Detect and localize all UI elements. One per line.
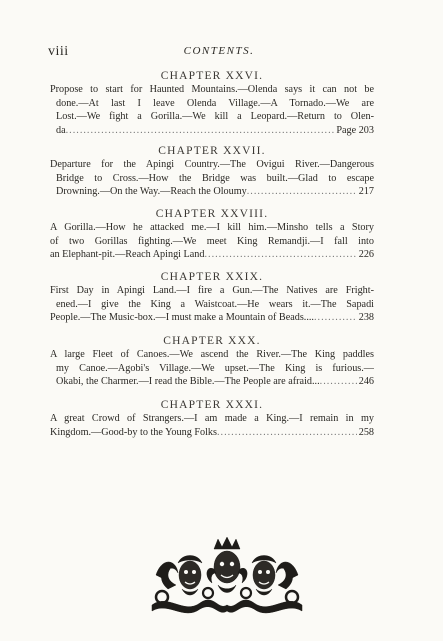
- synopsis-line: my Canoe.—Agobi's Village.—We upset.—The King is furious.—: [56, 362, 374, 374]
- page-folio: viii: [48, 44, 69, 59]
- dot-leader: [247, 185, 357, 199]
- synopsis-last-line: [50, 185, 374, 199]
- synopsis-line: A large Fleet of Canoes.—We ascend the River.—The King paddles: [50, 349, 374, 360]
- synopsis-line-text: People.—The Music-box.—I must make a Mountain of Beads....: [50, 312, 314, 323]
- synopsis-line-text: Drowning.—On the Way.—Reach the Oloumy: [56, 186, 247, 197]
- synopsis-line: of two Gorillas fighting.—We meet King Remandji.—I fall into: [50, 235, 374, 247]
- synopsis-line: ened.—I give the King a Waistcoat.—He wears it.—The Sapadi: [56, 298, 374, 310]
- page-number: 246: [358, 376, 374, 387]
- synopsis-line-text: Kingdom.—Good-by to the Young Folks: [50, 426, 217, 438]
- chapter-title: CHAPTER XXIX.: [160, 271, 264, 283]
- synopsis-last-line: [50, 124, 374, 138]
- synopsis-line: Bridge to Cross.—How the Bridge was built.—Glad to escape: [56, 172, 374, 184]
- synopsis-line: Lost.—We fight a Gorilla.—We kill a Leopard.—Return to Olen-: [56, 111, 374, 122]
- page-number: 238: [358, 312, 374, 323]
- synopsis-line: First Day in Apingi Land.—I fire a Gun.—The Natives are Fright-: [50, 285, 374, 296]
- chapter-title: CHAPTER XXVIII.: [155, 208, 269, 220]
- dot-leader: [217, 426, 357, 440]
- foliate-masks-ornament-icon: [148, 535, 306, 617]
- dot-leader: [204, 248, 356, 262]
- chapter-entry: [50, 69, 374, 137]
- chapter-entry: [50, 334, 374, 389]
- chapter-entry: [50, 270, 374, 325]
- synopsis-line: Propose to start for Haunted Mountains.—Olenda says it can not be: [50, 84, 374, 95]
- synopsis-last-line: [50, 248, 374, 262]
- synopsis-last-line: [50, 311, 374, 325]
- chapter-entry: [50, 144, 374, 199]
- synopsis-line: Departure for the Apingi Country.—The Ovigui River.—Dangerous: [50, 159, 374, 170]
- synopsis-last-line: [50, 426, 374, 440]
- page-number: 217: [358, 186, 374, 197]
- synopsis-line-text: an Elephant-pit.—Reach Apingi Land: [50, 249, 205, 260]
- dot-leader: [314, 311, 357, 325]
- chapter-entry: [50, 207, 374, 262]
- page-number: Page 203: [336, 124, 374, 136]
- synopsis-line: done.—At last I leave Olenda Village.—A Tornado.—We are: [56, 97, 374, 109]
- synopsis-last-line: [50, 375, 374, 389]
- synopsis-line-text: Okabi, the Charmer.—I read the Bible.—The People are afraid...: [56, 376, 320, 387]
- synopsis-line: A great Crowd of Strangers.—I am made a King.—I remain in my: [50, 413, 374, 424]
- dot-leader: [66, 124, 335, 138]
- dot-leader: [320, 375, 357, 389]
- synopsis-line: A Gorilla.—How he attacked me.—I kill him.—Minsho tells a Story: [50, 222, 374, 233]
- chapter-entry: [50, 398, 374, 439]
- page-number: 226: [358, 249, 374, 260]
- chapter-title: CHAPTER XXVI.: [160, 70, 264, 82]
- running-title: CONTENTS.: [183, 45, 255, 57]
- page-number: 258: [358, 426, 374, 438]
- chapter-title: CHAPTER XXX.: [163, 335, 261, 347]
- chapter-title: CHAPTER XXVII.: [158, 145, 266, 157]
- chapter-title: CHAPTER XXXI.: [160, 399, 264, 411]
- running-head: [48, 44, 390, 58]
- synopsis-line-text: da: [56, 124, 66, 136]
